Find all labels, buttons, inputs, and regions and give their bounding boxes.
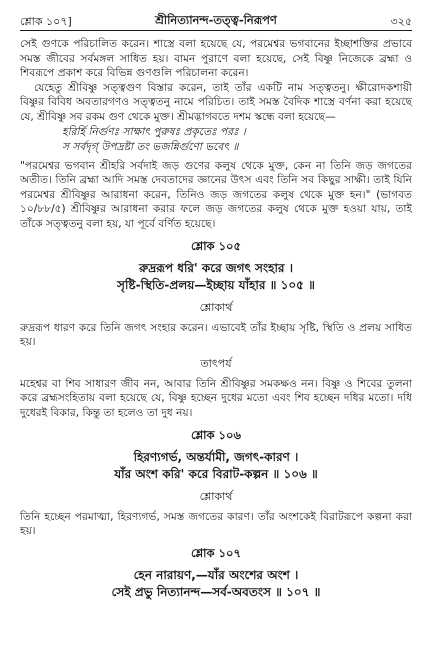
sloka-105-heading: শ্লোক ১০৫: [191, 238, 241, 253]
page-body: [20, 37, 412, 601]
sloka-106-heading: শ্লোক ১০৬: [191, 427, 241, 442]
quote-line-1: হরির্হি নির্গুণঃ সাক্ষাৎ পুরুষঃ প্রকৃতেঃ পরঃ ।: [62, 125, 246, 138]
sloka-105-translation: রুদ্ররূপ ধারণ করে তিনি জগৎ সংহার করেন। এভাবেই তাঁর ইচ্ছায় সৃষ্টি, স্থিতি ও প্রলয় সাধিত হয়।: [20, 321, 412, 349]
sloka-105-translation-heading: শ্লোকার্থ: [199, 300, 233, 314]
page-number: ৩২৫: [390, 15, 412, 28]
sloka-107-line-1: হেন নারায়ণ,—যাঁর অংশের অংশ ।: [133, 567, 299, 582]
sloka-105-line-2: সৃষ্টি-স্থিতি-প্রলয়—ইচ্ছায় যাঁহার ॥ ১০৫ ॥: [117, 277, 315, 292]
running-header: [20, 12, 412, 31]
paragraph-sattva-tanu: যেহেতু শ্রীবিষ্ণু সত্ত্বগুণ বিস্তার করেন, তাই তাঁর একটি নাম সত্ত্বতনু। ক্ষীরোদকশায়ী বিষ্ণুর বিবিধ অবতারগণও সত্ত্বতনু নামে পরিচিত। তাই সমস্ত বৈদিক শাস্ত্রে বর্ণনা করা হয়েছে যে, শ্রীবিষ্ণু সব রকম গুণ থেকে মুক্ত। শ্রীমদ্ভাগবতে দশম স্কন্ধে বলা হয়েছে—: [20, 81, 412, 123]
sloka-107-heading: শ্লোক ১০৭: [191, 545, 241, 560]
sloka-106-translation-heading: শ্লোকার্থ: [199, 489, 233, 503]
book-page: [20, 12, 412, 601]
sloka-106-line-1: হিরণ্যগর্ভ, অন্তর্যামী, জগৎ-কারণ ।: [133, 449, 299, 464]
quote-line-2: স সর্বদৃগ্ উপদ্রষ্টা তং ভজন্নির্গুণো ভবেৎ ॥: [62, 140, 239, 153]
sloka-105-purport: মহেশ্বর বা শিব সাধারণ জীব নন, আবার তিনি শ্রীবিষ্ণুর সমকক্ষও নন। বিষ্ণু ও শিবের তুলনা করে ব্রহ্মসংহিতায় বলা হয়েছে যে, বিষ্ণু হচ্ছেন দুধের মতো এবং শিব হচ্ছেন দধির মতো। দধি দুধেরই বিকার, কিন্তু তা হলেও তা দুধ নয়।: [20, 377, 412, 419]
sloka-105-line-1: রুদ্ররূপ ধরি' করে জগৎ সংহার ।: [139, 260, 293, 275]
sloka-105-purport-heading: তাৎপর্য: [200, 356, 232, 370]
header-chapter-title: শ্রীনিত্যানন্দ-তত্ত্ব-নিরূপণ: [155, 13, 277, 27]
sloka-106-translation: তিনি হচ্ছেন পরমাত্মা, হিরণ্যগর্ভ, সমস্ত জগতের কারণ। তাঁর অংশকেই বিরাটরূপে কল্পনা করা হয়।: [20, 510, 412, 538]
paragraph-quote-translation: "পরমেশ্বর ভগবান শ্রীহরি সর্বদাই জড় গুণের কলুষ থেকে মুক্ত, কেন না তিনি জড় জগতের অতীত। তিনি ব্রহ্মা আদি সমস্ত দেবতাদের জ্ঞানের উৎস এবং তিনি সব কিছুর সাক্ষী। তাই যিনি পরমেশ্বর শ্রীবিষ্ণুর আরাধনা করেন, তিনিও জড় জগতের কলুষ থেকে মুক্ত হন।" (ভাগবত ১০/৮৮/৫) শ্রীবিষ্ণুর আরাধনা করার ফলে জড় জগতের কলুষ থেকে মুক্ত হওয়া যায়, তাই তাঁকে সত্ত্বতনু বলা হয়, যা পূর্বে বর্ণিত হয়েছে।: [20, 159, 412, 230]
sloka-107-line-2: সেই প্রভু নিত্যানন্দ—সর্ব-অবতংস ॥ ১০৭ ॥: [111, 584, 321, 599]
paragraph-intro: সেই গুণকে পরিচালিত করেন। শাস্ত্রে বলা হয়েছে যে, পরমেশ্বর ভগবানের ইচ্ছাশক্তির প্রভাবে সমস্ত জীবের সর্বমঙ্গল সাধিত হয়। বামন পুরাণে বলা হয়েছে, সেই বিষ্ণু নিজেকে ব্রহ্মা ও শিবরূপে প্রকাশ করে বিভিন্ন গুণগুলি পরিচালনা করেন।: [20, 38, 412, 80]
sloka-106-line-2: যাঁর অংশ করি' করে বিরাট-কল্পন ॥ ১০৬ ॥: [114, 466, 318, 481]
header-verse-ref: শ্লোক ১০৭]: [20, 15, 72, 28]
